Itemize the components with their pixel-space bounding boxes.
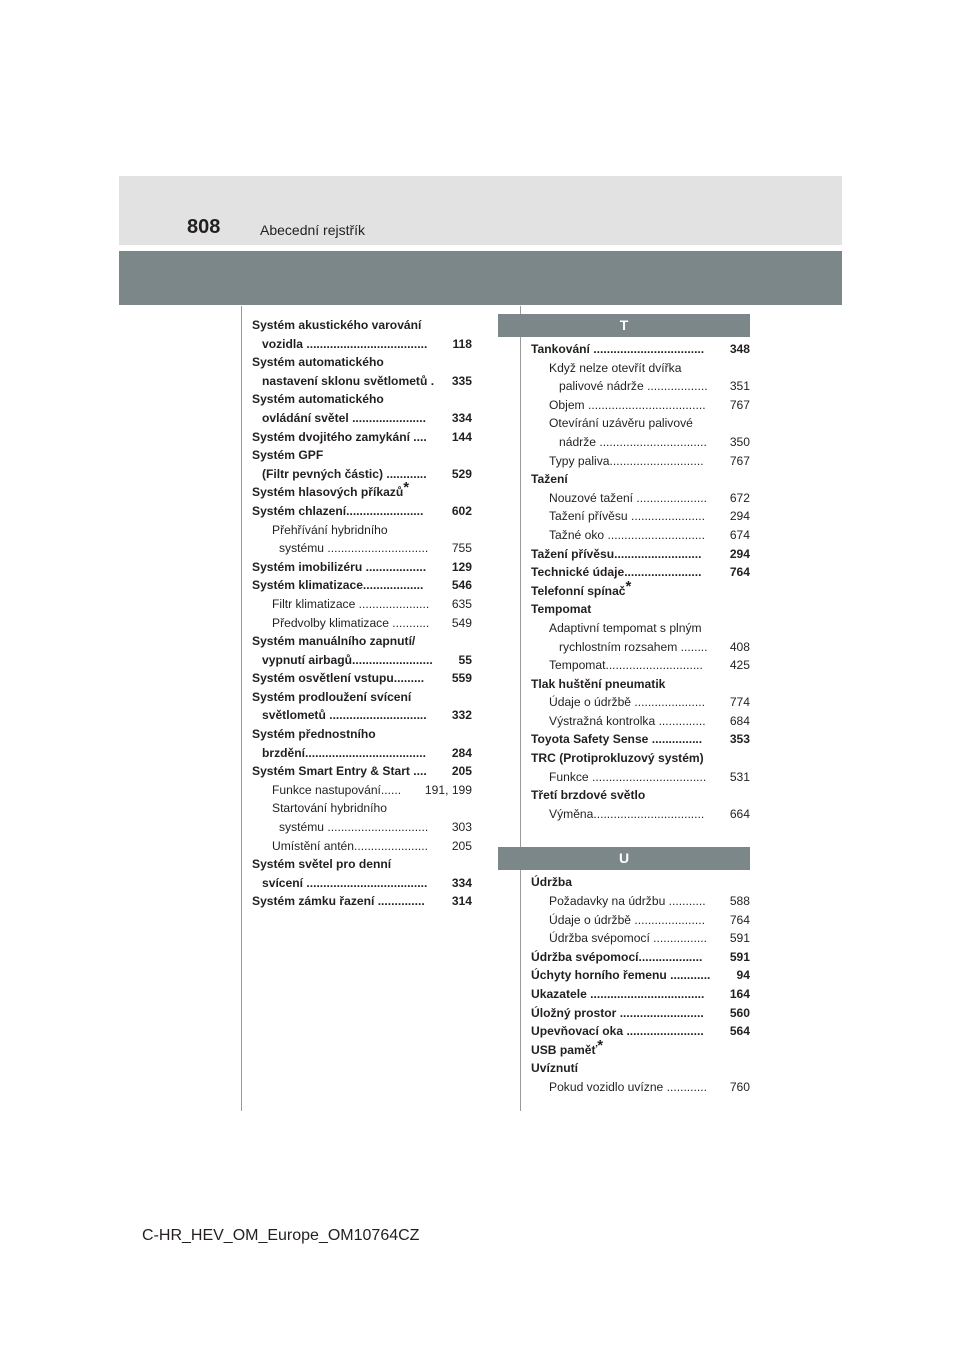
entry-page-ref: 164 (729, 987, 750, 1001)
index-entry (531, 638, 750, 657)
entry-label: Tažení přívěsu.......................... (531, 546, 702, 561)
index-entry (252, 837, 472, 856)
entry-page-ref: 191, 199 (424, 782, 472, 797)
entry-page-ref: 335 (451, 373, 472, 388)
entry-page-ref: 353 (729, 732, 750, 747)
index-entry (531, 873, 750, 892)
entry-page-ref: 764 (729, 565, 750, 580)
index-entry (252, 892, 472, 911)
entry-page-ref: 294 (729, 546, 750, 561)
index-entry (252, 725, 472, 744)
entry-label: TRC (Protiprokluzový systém) (531, 751, 704, 766)
entry-label: systému .............................. (279, 541, 429, 556)
index-entry (252, 595, 472, 614)
index-list-t (531, 340, 750, 823)
index-entry (531, 359, 750, 378)
index-entry (252, 353, 472, 372)
index-entry (252, 874, 472, 893)
index-entry (252, 781, 472, 800)
index-entry (252, 632, 472, 651)
entry-label: Systém dvojitého zamykání .... (252, 429, 427, 444)
entry-label: systému .............................. (279, 820, 429, 835)
entry-page-ref: 94 (736, 968, 750, 983)
index-entry (252, 614, 472, 633)
index-entry (531, 730, 750, 749)
entry-page-ref: 531 (729, 769, 750, 784)
index-column-right (531, 314, 750, 1097)
index-entry (531, 911, 750, 930)
index-entry (252, 316, 472, 335)
entry-label: Systém klimatizace.................. (252, 578, 424, 593)
entry-label: Tempomat (531, 602, 592, 617)
entry-label: Uvíznutí (531, 1061, 579, 1076)
entry-label: Funkce nastupování...... (272, 782, 402, 797)
index-entry (252, 688, 472, 707)
entry-label: Údržba svépomocí................... (531, 949, 703, 964)
entry-label: Upevňovací oka ....................... (531, 1024, 704, 1039)
entry-page-ref: 425 (729, 658, 750, 673)
section-title: Abecední rejstřík (260, 222, 366, 238)
entry-page-ref: 767 (729, 453, 750, 468)
entry-page-ref: 591 (729, 949, 750, 964)
entry-page-ref: 588 (729, 894, 750, 909)
entry-label: palivové nádrže .................. (559, 379, 708, 394)
entry-label: Systém Smart Entry & Start .... (252, 764, 427, 779)
entry-label: Úchyty horního řemenu ............ (531, 968, 711, 983)
entry-label: rychlostním rozsahem ........ (559, 639, 708, 654)
index-entry (252, 706, 472, 725)
index-entry (252, 372, 472, 391)
index-entry (531, 545, 750, 564)
entry-label: Údaje o údržbě ..................... (549, 695, 705, 710)
entry-page-ref: 334 (451, 875, 472, 890)
entry-label: Pokud vozidlo uvízne ............ (549, 1079, 707, 1094)
entry-label: Ukazatele .................................. (531, 987, 705, 1001)
entry-label: Tažení přívěsu ...................... (549, 509, 705, 524)
entry-label: Adaptivní tempomat s plným (549, 620, 702, 635)
entry-page-ref: 350 (729, 434, 750, 449)
index-entry (531, 1022, 750, 1041)
entry-label: Objem ................................... (549, 397, 706, 412)
entry-label: Systém automatického (252, 355, 384, 370)
index-entry (531, 619, 750, 638)
entry-label: Výstražná kontrolka .............. (549, 713, 706, 728)
entry-label: Systém GPF (252, 448, 324, 463)
index-entry (531, 414, 750, 433)
index-entry (252, 799, 472, 818)
entry-page-ref: 664 (729, 806, 750, 821)
entry-label: Systém zámku řazení .............. (252, 894, 425, 909)
entry-label: Systém imobilizéru .................. (252, 559, 427, 574)
entry-label: Systém osvětlení vstupu......... (252, 671, 425, 686)
entry-label: Systém světel pro denní (252, 857, 392, 872)
entry-page-ref: 767 (729, 397, 750, 412)
entry-page-ref: 674 (729, 527, 750, 542)
entry-label: Přehřívání hybridního (272, 522, 388, 537)
entry-page-ref: 684 (729, 713, 750, 728)
entry-page-ref: 205 (451, 764, 472, 779)
right-column-divider (520, 306, 521, 1111)
section-header-u: U (498, 847, 750, 870)
index-entry (252, 855, 472, 874)
index-entry (531, 966, 750, 985)
index-entry (531, 693, 750, 712)
entry-label: Otevírání uzávěru palivové (549, 416, 693, 431)
index-entry (531, 675, 750, 694)
index-entry (531, 768, 750, 787)
index-entry (531, 340, 750, 359)
entry-label: Nouzové tažení ..................... (549, 490, 707, 505)
index-entry (531, 563, 750, 582)
entry-page-ref: 55 (458, 652, 472, 667)
entry-label: světlometů ............................. (262, 708, 427, 723)
index-column-left (252, 316, 472, 911)
entry-label: Systém manuálního zapnutí/ (252, 634, 416, 649)
index-entry (531, 507, 750, 526)
entry-label: Toyota Safety Sense ............... (531, 732, 703, 747)
index-list-u (531, 873, 750, 1096)
index-entry (531, 452, 750, 471)
entry-label: Umístění antén...................... (272, 838, 428, 853)
index-entry (531, 600, 750, 619)
section-header-t: T (498, 314, 750, 337)
left-column-divider (241, 306, 242, 1111)
index-entry (252, 669, 472, 688)
index-entry (252, 651, 472, 670)
index-entry (531, 929, 750, 948)
entry-page-ref: 564 (729, 1024, 750, 1039)
entry-label: Tažné oko ............................. (549, 527, 705, 542)
index-entry (531, 433, 750, 452)
entry-label: Údržba svépomocí ................ (549, 931, 707, 946)
index-entry (531, 656, 750, 675)
entry-label: Třetí brzdové světlo (531, 788, 646, 803)
index-entry (531, 1078, 750, 1097)
index-entry (252, 576, 472, 595)
entry-label: Tlak huštění pneumatik (531, 676, 666, 691)
entry-label: Technické údaje....................... (531, 565, 702, 580)
entry-label: Tankování ................................. (531, 342, 705, 356)
index-entry (531, 396, 750, 415)
header-dark-band (119, 251, 842, 305)
entry-page-ref: 635 (451, 596, 472, 611)
entry-label: Systém přednostního (252, 727, 376, 742)
entry-label: vypnutí airbagů........................ (262, 652, 433, 667)
entry-label: ovládání světel ...................... (262, 410, 426, 425)
asterisk-marker: * (625, 577, 632, 595)
entry-page-ref: 294 (729, 509, 750, 524)
asterisk-marker: * (597, 1036, 604, 1054)
document-code: C-HR_HEV_OM_Europe_OM10764CZ (142, 1227, 420, 1244)
index-entry (531, 712, 750, 731)
index-entry (252, 409, 472, 428)
entry-page-ref: 546 (451, 578, 472, 593)
index-entry (252, 335, 472, 354)
entry-label: nastavení sklonu světlometů . (262, 373, 435, 388)
index-entry (531, 526, 750, 545)
entry-page-ref: 560 (729, 1005, 750, 1020)
index-entry (531, 892, 750, 911)
entry-page-ref: 118 (452, 336, 472, 351)
index-entry (252, 558, 472, 577)
entry-page-ref: 129 (451, 559, 472, 574)
index-entry (252, 521, 472, 540)
entry-label: Funkce .................................. (549, 769, 707, 784)
index-entry (531, 470, 750, 489)
entry-page-ref: 205 (451, 838, 472, 853)
entry-page-ref: 774 (729, 695, 750, 710)
index-entry (252, 428, 472, 447)
asterisk-marker: * (403, 479, 410, 497)
entry-page-ref: 351 (729, 379, 750, 394)
entry-label: svícení .................................... (262, 875, 428, 890)
entry-label: Tempomat............................. (549, 658, 703, 673)
entry-label: Systém hlasových příkazů (252, 485, 404, 500)
index-entry (531, 948, 750, 967)
entry-label: Typy paliva............................ (549, 453, 704, 468)
entry-page-ref: 408 (729, 639, 750, 654)
entry-label: Tažení (531, 472, 568, 487)
index-entry (531, 805, 750, 824)
index-entry (531, 1004, 750, 1023)
entry-page-ref: 755 (451, 541, 472, 556)
page-number: 808 (187, 216, 221, 238)
index-entry (531, 489, 750, 508)
entry-label: USB paměť (531, 1042, 598, 1057)
index-entry (531, 377, 750, 396)
entry-page-ref: 672 (729, 490, 750, 505)
entry-page-ref: 334 (451, 410, 472, 425)
entry-page-ref: 284 (451, 745, 472, 760)
entry-page-ref: 764 (729, 912, 750, 927)
entry-label: Požadavky na údržbu ........... (549, 894, 706, 909)
index-entry (252, 762, 472, 781)
index-entry (531, 786, 750, 805)
index-entry (252, 479, 472, 502)
entry-label: Úložný prostor ......................... (531, 1005, 704, 1020)
entry-page-ref: 303 (451, 820, 472, 835)
entry-label: brzdění.................................... (262, 745, 426, 760)
header-band (119, 176, 842, 245)
entry-page-ref: 144 (451, 429, 472, 444)
entry-label: vozidla .................................... (262, 336, 428, 351)
index-entry (252, 446, 472, 465)
entry-page-ref: 602 (451, 503, 472, 518)
index-entry (252, 744, 472, 763)
entry-page-ref: 591 (729, 931, 750, 946)
entry-label: Když nelze otevřít dvířka (549, 360, 682, 375)
entry-label: Telefonní spínač (531, 583, 626, 598)
entry-page-ref: 559 (451, 671, 472, 686)
entry-page-ref: 529 (451, 466, 472, 481)
index-entry (531, 1059, 750, 1078)
index-entry (252, 390, 472, 409)
entry-page-ref: 348 (729, 342, 750, 356)
index-entry (531, 577, 750, 601)
index-entry (531, 749, 750, 768)
entry-label: Výměna................................. (549, 806, 705, 821)
entry-label: Údaje o údržbě ..................... (549, 912, 705, 927)
entry-label: (Filtr pevných částic) ............ (262, 466, 427, 481)
entry-label: Startování hybridního (272, 801, 387, 816)
entry-label: Systém prodloužení svícení (252, 689, 412, 704)
entry-page-ref: 332 (451, 708, 472, 723)
entry-label: Údržba (531, 875, 572, 890)
index-entry (252, 539, 472, 558)
entry-label: Systém chlazení....................... (252, 503, 424, 518)
index-entry (531, 985, 750, 1004)
index-entry (252, 465, 472, 484)
entry-page-ref: 314 (451, 894, 472, 909)
entry-page-ref: 760 (729, 1079, 750, 1094)
index-entry (531, 1036, 750, 1060)
entry-label: Filtr klimatizace ..................... (272, 596, 430, 611)
entry-label: nádrže ................................ (559, 434, 707, 449)
entry-page-ref: 549 (451, 615, 472, 630)
index-entry (252, 502, 472, 521)
entry-label: Systém automatického (252, 392, 384, 407)
entry-label: Předvolby klimatizace ........... (272, 615, 430, 630)
entry-label: Systém akustického varování (252, 318, 422, 332)
index-entry (252, 818, 472, 837)
